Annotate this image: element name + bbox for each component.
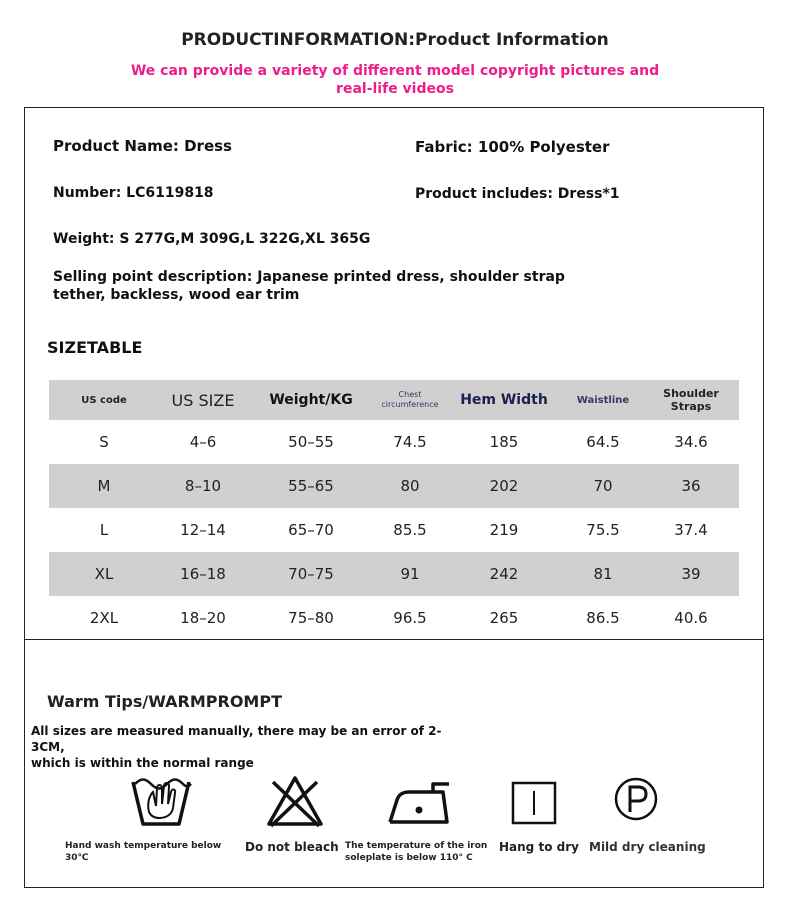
cell-hem: 219 (489, 521, 519, 539)
size-table-heading: SIZETABLE (47, 338, 143, 357)
cell-waist: 86.5 (586, 609, 620, 627)
table-row (49, 420, 739, 464)
col-header-us-size: US SIZE (171, 390, 235, 410)
iron-label-line-1: The temperature of the iron (345, 841, 488, 851)
cell-us-size: 4–6 (189, 433, 217, 451)
cell-weight: 55–65 (288, 477, 334, 495)
product-includes: Product includes: Dress*1 (415, 186, 620, 202)
warm-tips-box (24, 639, 764, 888)
do-not-bleach-label: Do not bleach (245, 840, 339, 854)
cell-weight: 50–55 (288, 433, 334, 451)
cell-weight: 75–80 (288, 609, 334, 627)
col-header-chest (375, 380, 445, 420)
dry-clean-icon (613, 776, 659, 822)
table-row (49, 508, 739, 552)
cell-us-code: L (99, 521, 109, 539)
cell-us-size: 8–10 (184, 477, 222, 495)
col-header-hem: Hem Width (460, 392, 548, 408)
cell-chest: 91 (400, 565, 420, 583)
product-name: Product Name: Dress (53, 137, 232, 155)
col-header-us-code: US code (81, 394, 127, 406)
cell-waist: 81 (593, 565, 613, 583)
col-header-shoulder-line-2: Straps (670, 400, 712, 413)
cell-hem: 202 (489, 477, 519, 495)
hand-wash-icon (129, 774, 193, 830)
measurement-note-line-1: All sizes are measured manually, there may be an error of 2-3CM, (31, 724, 442, 754)
subtitle-line-1: We can provide a variety of different model copyright pictures and (130, 63, 660, 79)
hand-wash-label (65, 840, 221, 864)
table-row (49, 464, 739, 508)
cell-chest: 96.5 (393, 609, 427, 627)
table-row (49, 552, 739, 596)
iron-label (345, 840, 487, 864)
measurement-note (31, 723, 471, 771)
subtitle (130, 62, 660, 98)
cell-shoulder: 39 (681, 565, 701, 583)
do-not-bleach-icon (265, 774, 325, 830)
selling-point (53, 268, 565, 304)
iron-icon (387, 780, 453, 826)
col-header-weight: Weight/KG (269, 392, 353, 408)
subtitle-line-2: real-life videos (336, 81, 454, 97)
product-weight: Weight: S 277G,M 309G,L 322G,XL 365G (53, 231, 371, 247)
hang-to-dry-label: Hang to dry (499, 840, 579, 854)
selling-point-line-1: Selling point description: Japanese printed dress, shoulder strap (53, 269, 565, 285)
cell-shoulder: 34.6 (674, 433, 708, 451)
cell-hem: 265 (489, 609, 519, 627)
product-number: Number: LC6119818 (53, 185, 214, 201)
warm-tips-title: Warm Tips/WARMPROMPT (47, 692, 282, 711)
fabric: Fabric: 100% Polyester (415, 138, 610, 156)
cell-us-code: M (97, 477, 111, 495)
table-row (49, 596, 739, 640)
cell-us-code: S (99, 433, 109, 451)
cell-us-size: 18–20 (180, 609, 226, 627)
selling-point-line-2: tether, backless, wood ear trim (53, 287, 300, 303)
cell-hem: 242 (489, 565, 519, 583)
measurement-note-line-2: which is within the normal range (31, 756, 254, 770)
hand-wash-label-line-1: Hand wash temperature below (65, 841, 222, 851)
col-header-chest-line-1: Chest (398, 390, 422, 399)
cell-waist: 64.5 (586, 433, 620, 451)
col-header-shoulder-line-1: Shoulder (663, 387, 719, 400)
hang-to-dry-icon (511, 781, 557, 825)
iron-label-line-2: soleplate is below 110° C (345, 853, 473, 863)
cell-weight: 65–70 (288, 521, 334, 539)
col-header-chest-line-2: circumference (381, 400, 439, 409)
product-info-box (24, 107, 764, 640)
cell-chest: 85.5 (393, 521, 427, 539)
col-header-shoulder (643, 380, 739, 420)
size-table-header-row (49, 380, 739, 420)
col-header-waist: Waistline (576, 394, 630, 406)
cell-chest: 74.5 (393, 433, 427, 451)
cell-us-code: XL (94, 565, 114, 583)
cell-waist: 75.5 (586, 521, 620, 539)
page-title: PRODUCTINFORMATION:Product Information (181, 30, 609, 50)
cell-hem: 185 (489, 433, 519, 451)
dry-clean-label: Mild dry cleaning (589, 840, 706, 854)
hand-wash-label-line-2: 30℃ (65, 853, 89, 863)
cell-us-size: 16–18 (180, 565, 226, 583)
cell-chest: 80 (400, 477, 420, 495)
cell-waist: 70 (593, 477, 613, 495)
cell-us-size: 12–14 (180, 521, 226, 539)
size-table (49, 380, 739, 640)
cell-shoulder: 37.4 (674, 521, 708, 539)
cell-shoulder: 40.6 (674, 609, 708, 627)
cell-shoulder: 36 (681, 477, 701, 495)
cell-weight: 70–75 (288, 565, 334, 583)
cell-us-code: 2XL (89, 609, 119, 627)
